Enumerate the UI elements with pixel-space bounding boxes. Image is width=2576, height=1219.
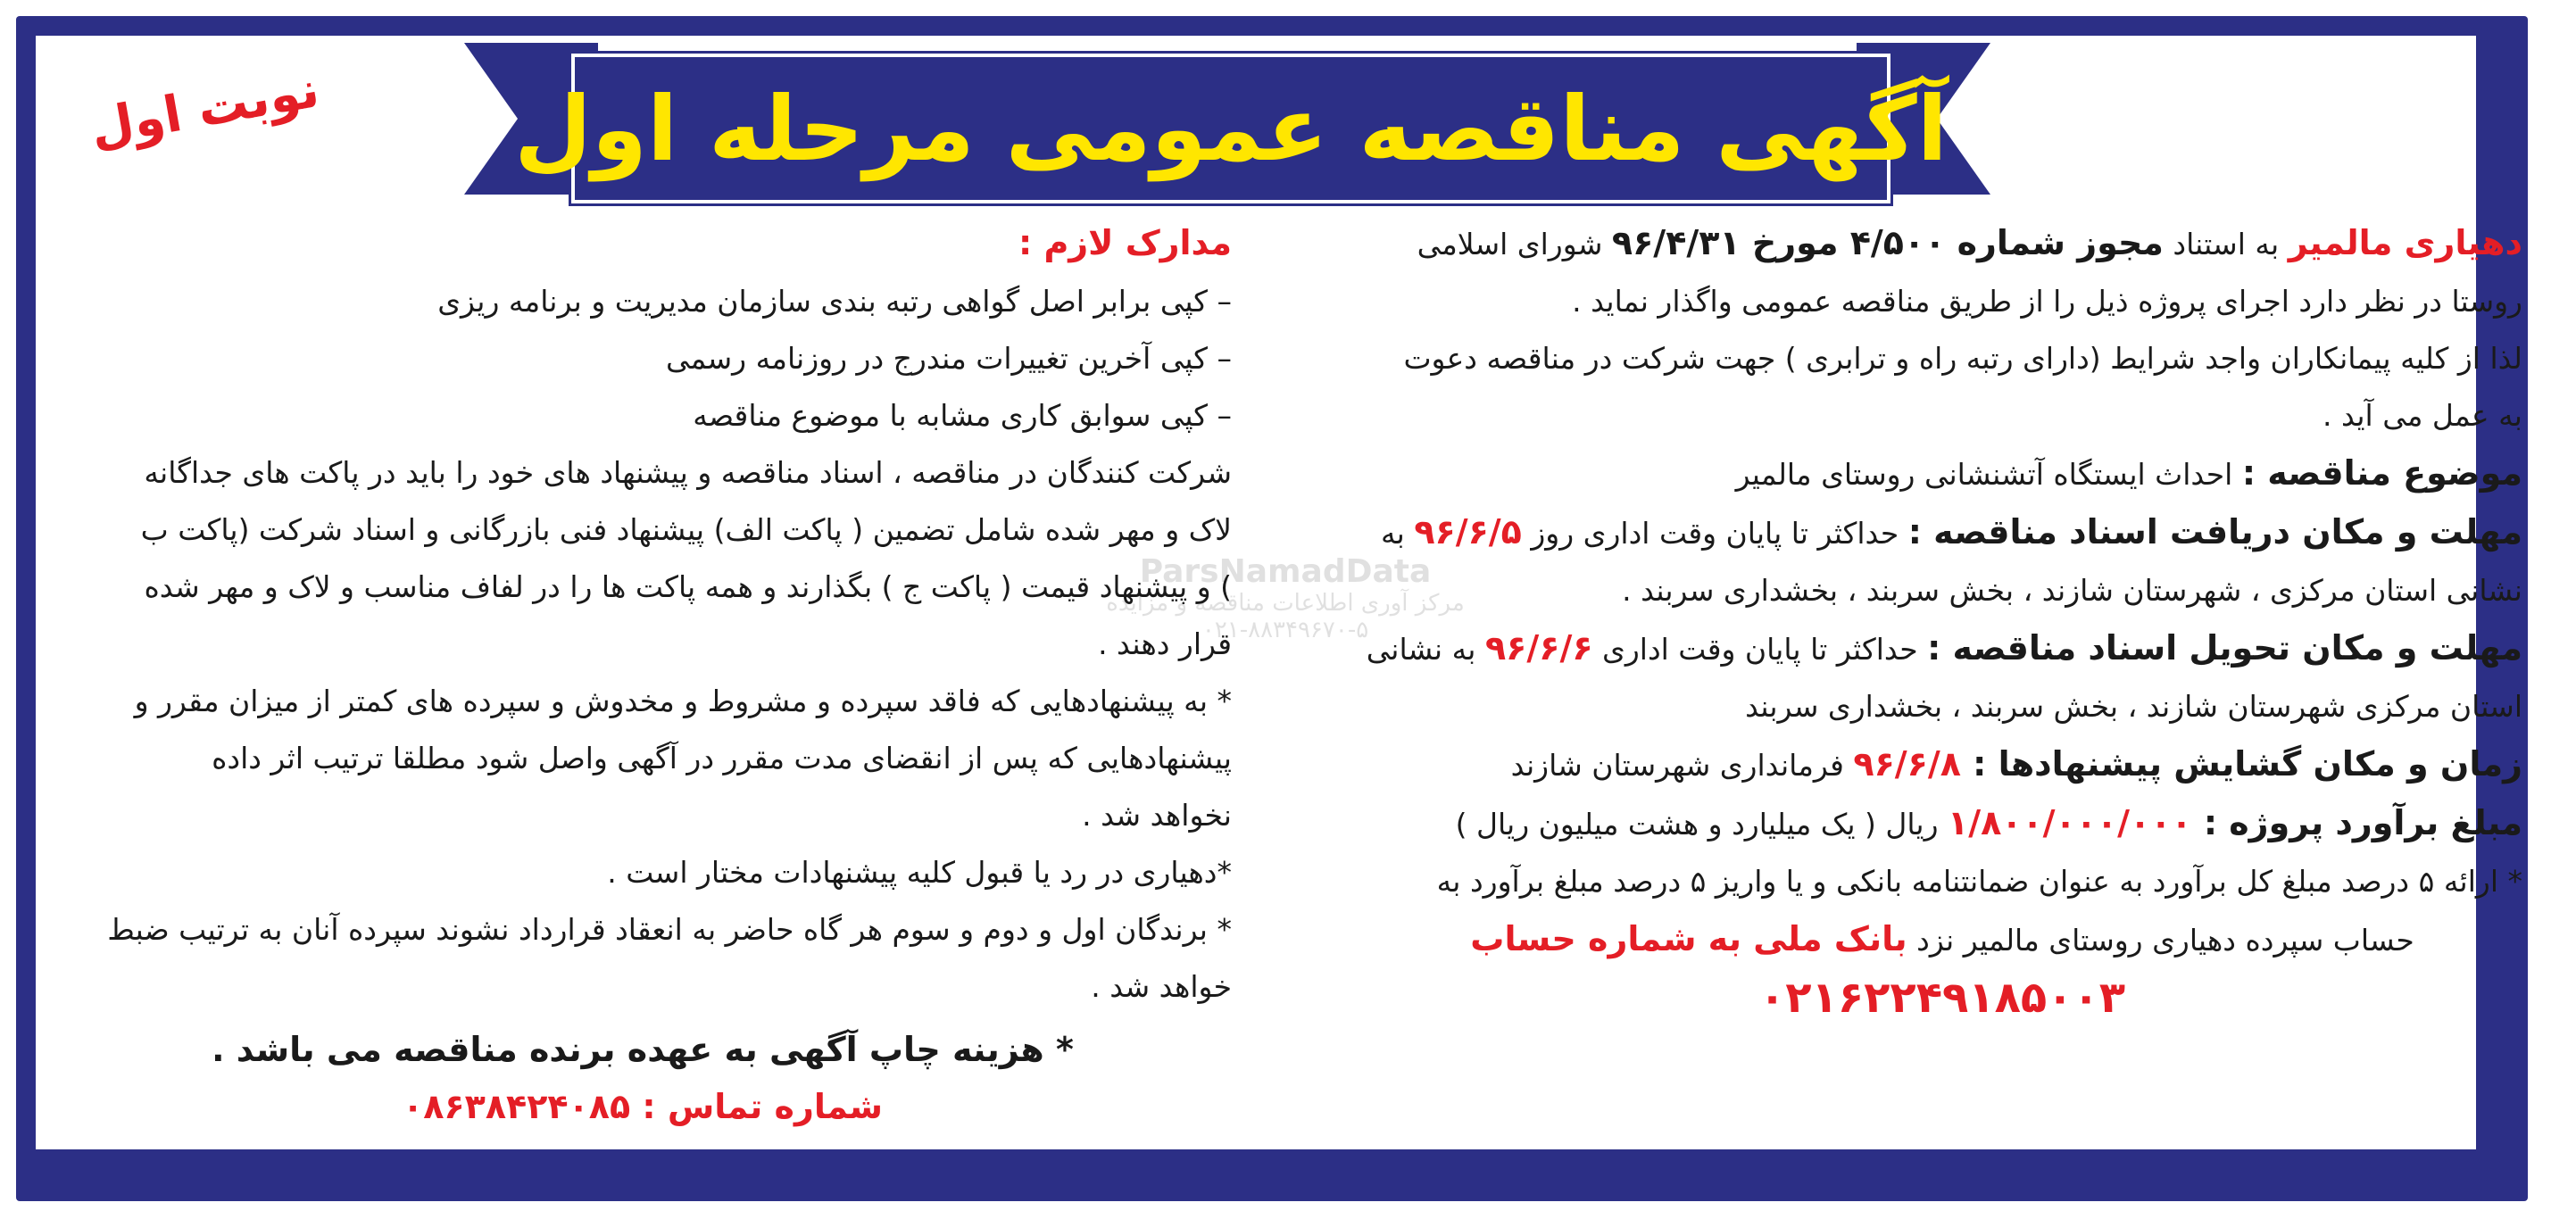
envelope-line: ) و پیشنهاد قیمت ( پاکت ج ) بگذارند و همه پاکت ها را در لفاف مناسب و لاک و مهر شده [144,569,1232,604]
rejection-line: نخواهد شد . [1082,798,1232,833]
subject-label: موضوع مناقصه : [2241,453,2522,493]
list-item: – کپی برابر اصل گواهی رتبه بندی سازمان مدیریت و برنامه ریزی [437,284,1232,319]
village-council-name: دهیاری مالمیر [2288,223,2522,262]
docs-title-row [54,214,1232,273]
list-item: – کپی سوابق کاری مشابه با موضوع مناقصه [693,398,1232,433]
receive-label: مهلت و مکان دریافت اسناد مناقصه : [1907,512,2522,551]
rejection-line: * به پیشنهادهایی که فاقد سپرده و مشروط و مخدوش و سپرده های کمتر از میزان مقرر و [134,684,1232,718]
envelope-line: قرار دهند . [1098,626,1232,661]
deliver-text: حداکثر تا پایان وقت اداری [1592,632,1928,667]
receive-address: نشانی استان مرکزی ، شهرستان شازند ، بخش سربند ، بخشداری سربند . [1622,573,2522,608]
deposit-line-1: * ارائه ۵ درصد مبلغ کل برآورد به عنوان ضمانتنامه بانکی و یا واریز ۵ درصد مبلغ برآورد به [1436,864,2522,899]
estimate-row [1362,794,2522,853]
opening-label: زمان و مکان گشایش پیشنهادها : [1973,744,2522,784]
title-banner [514,54,1948,203]
contact-row [54,1078,1232,1137]
opening-row [1362,735,2522,794]
deposit-text: حساب سپرده دهیاری روستای مالمیر نزد [1907,923,2414,958]
deliver-date: ۹۶/۶/۶ [1484,628,1593,668]
turn-label: نوبت اول [86,61,324,158]
envelope-line: لاک و مهر شده شامل تضمین ( پاکت الف) پیشنهاد فنی بازرگانی و اسناد شرکت (پاکت ب [140,512,1232,547]
watermark-phone: ۰۲۱-۸۸۳۴۹۶۷۰-۵ [1201,617,1369,643]
receive-date: ۹۶/۶/۵ [1414,512,1522,551]
cost-note: * هزینه چاپ آگهی به عهده برنده مناقصه می باشد . [212,1030,1074,1069]
opening-text: فرمانداری شهرستان شازند [1510,748,1854,783]
intro-text-b: شورای اسلامی [1417,227,1612,261]
discretion-line: *دهیاری در رد یا قبول کلیه پیشنهادات مختار است . [607,855,1232,890]
opening-date: ۹۶/۶/۸ [1853,744,1974,784]
intro-line-2: روستا در نظر دارد اجرای پروژه ذیل را از طریق مناقصه عمومی واگذار نماید . [1572,284,2522,319]
watermark-name: ParsNamadData [1139,553,1432,590]
deliver-row [1362,619,2522,678]
intro-line-1 [1362,214,2522,273]
receive-text: حداکثر تا پایان وقت اداری روز [1521,516,1908,551]
subject-text: احداث ایستگاه آتشنشانی روستای مالمیر [1735,457,2242,492]
rejection-line: پیشنهادهایی که پس از انقضای مدت مقرر در آگهی واصل شود مطلقا ترتیب اثر داده [212,741,1232,775]
subject-row [1362,444,2522,503]
winners-line: * برندگان اول و دوم و سوم هر گاه حاضر به انعقاد قرارداد نشوند سپرده آنان به ترتیب ضبط [107,912,1232,947]
deliver-suffix: به نشانی [1366,632,1485,667]
invite-line-2: به عمل می آید . [2323,398,2522,433]
account-number-row [1362,969,2522,1031]
envelope-line: شرکت کنندگان در مناقصه ، اسناد مناقصه و پیشنهاد های خود را باید در پاکت های جداگانه [144,455,1232,490]
bank-name: بانک ملی به شماره حساب [1470,919,1907,958]
account-number: ۰۲۱۶۲۲۴۹۱۸۵۰۰۳ [1758,973,2126,1023]
deposit-line-2 [1362,910,2522,969]
receive-row [1362,503,2522,562]
deliver-label: مهلت و مکان تحویل اسناد مناقصه : [1927,628,2522,668]
permit-number: مجوز شماره ۴/۵۰۰ مورخ ۹۶/۴/۳۱ [1611,223,2164,262]
deliver-address: استان مرکزی شهرستان شازند ، بخش سربند ، بخشداری سربند [1745,689,2522,724]
page-title: آگهی مناقصه عمومی مرحله اول [514,76,1948,181]
intro-text-a: به استناد [2163,227,2289,261]
list-item: – کپی آخرین تغییرات مندرج در روزنامه رسمی [665,341,1232,376]
watermark-subtitle: مرکز آوری اطلاعات مناقصه و مزایده [1106,590,1465,617]
docs-title: مدارک لازم : [1018,223,1232,262]
winners-line: خواهد شد . [1091,969,1232,1004]
tender-details-column [1362,214,2522,1031]
estimate-value: ۱/۸۰۰/۰۰۰/۰۰۰ [1948,803,2204,842]
estimate-text: ریال ( یک میلیارد و هشت میلیون ریال ) [1455,807,1949,842]
requirements-column [54,214,1232,1137]
estimate-label: مبلغ برآورد پروژه : [2203,803,2522,842]
receive-suffix: به [1380,516,1415,551]
contact-label: شماره تماس : [642,1087,883,1126]
contact-number: ۰۸۶۳۸۴۲۴۰۸۵ [403,1087,643,1126]
invite-line-1: لذا از کلیه پیمانکاران واجد شرایط (دارای رتبه راه و ترابری ) جهت شرکت در مناقصه دعوت [1403,341,2522,376]
